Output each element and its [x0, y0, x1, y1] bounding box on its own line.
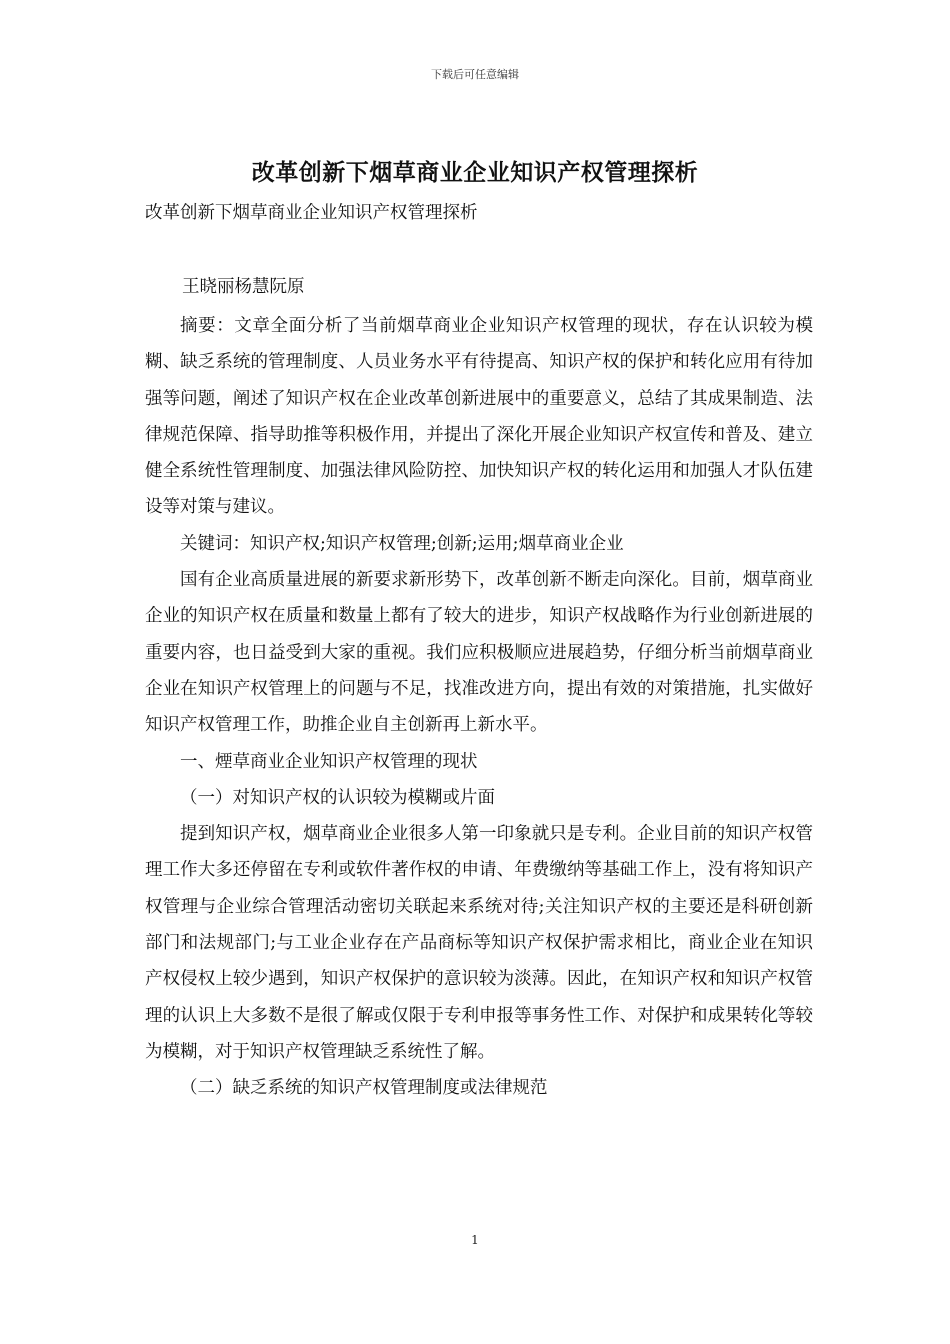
- document-body: [145, 308, 813, 1107]
- document-subtitle: 改革创新下烟草商业企业知识产权管理探析: [145, 203, 478, 223]
- subsection-heading: （二）缺乏系统的知识产权管理制度或法律规范: [180, 1078, 548, 1099]
- author-line: 王晓丽杨慧阮原: [182, 277, 305, 297]
- intro-paragraph: 国有企业高质量进展的新要求新形势下，改革创新不断走向深化。目前，烟草商业企业的知识产权在质量和数量上都有了较大的进步，知识产权战略作为行业创新进展的重要内容，也日益受到大家的重视。我们应积极顺应进展趋势，仔细分析当前烟草商业企业在知识产权管理上的问题与不足，找准改进方向，提出有效的对策措施，扎实做好知识产权管理工作，助推企业自主创新再上新水平。: [145, 570, 813, 736]
- subsection-heading: （一）对知识产权的认识较为模糊或片面: [180, 787, 495, 808]
- keywords-paragraph: 关键词：知识产权;知识产权管理;创新;运用;烟草商业企业: [180, 533, 624, 554]
- document-title: 改革创新下烟草商业企业知识产权管理探析: [251, 159, 699, 186]
- page-number: 1: [471, 1233, 479, 1247]
- page-header-note: 下载后可任意编辑: [431, 68, 519, 81]
- body-paragraph: 提到知识产权，烟草商业企业很多人第一印象就只是专利。企业目前的知识产权管理工作大多还停留在专利或软件著作权的申请、年费缴纳等基础工作上，没有将知识产权管理与企业综合管理活动密切关联起来系统对待;关注知识产权的主要还是科研创新部门和法规部门;与工业企业存在产品商标等知识产权保护需求相比，商业企业在知识产权侵权上较少遇到，知识产权保护的意识较为淡薄。因此，在知识产权和知识产权管理的认识上大多数不是很了解或仅限于专利申报等事务性工作、对保护和成果转化等较为模糊，对于知识产权管理缺乏系统性了解。: [145, 824, 813, 1062]
- section-heading: 一、煙草商业企业知识产权管理的现状: [180, 751, 478, 772]
- abstract-paragraph: 摘要：文章全面分析了当前烟草商业企业知识产权管理的现状，存在认识较为模糊、缺乏系统的管理制度、人员业务水平有待提高、知识产权的保护和转化应用有待加强等问题，阐述了知识产权在企业改革创新进展中的重要意义，总结了其成果制造、法律规范保障、指导助推等积极作用，并提出了深化开展企业知识产权宣传和普及、建立健全系统性管理制度、加强法律风险防控、加快知识产权的转化运用和加强人才队伍建设等对策与建议。: [145, 316, 813, 518]
